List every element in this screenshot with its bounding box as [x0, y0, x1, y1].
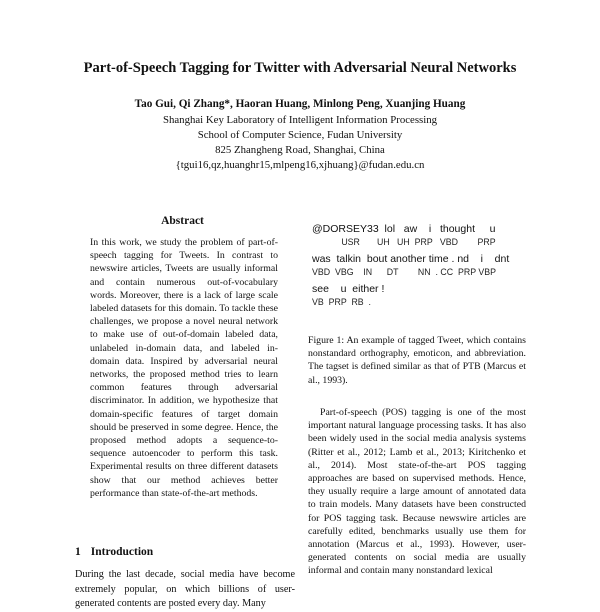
paper-title: Part-of-Speech Tagging for Twitter with Adversarial Neural Networks [83, 60, 517, 76]
paper-authors: Tao Gui, Qi Zhang*, Haoran Huang, Minlong Peng, Xuanjing Huang [134, 98, 466, 110]
right-column-text: Part-of-speech (POS) tagging is one of the most important natural language processing tasks. It has also been widely used in the social media analysis systems (Ritter et al., 2012; Lamb et al., 2013; Kiritchenko et al., 2014). Most state-of-the-art POS tagging approaches are based on supervised methods. Hence, they usually require a large amount of annotated data to train models. Many datasets have been constructed for POS tagging task. Because newswire articles are carefully edited, benchmarks usually use them for annotation (Marcus et al., 1993). However, user-generated contents on social media are usually informal and contain many nonstandard lexical [308, 407, 526, 577]
affiliation-address: 825 Zhangheng Road, Shanghai, China [215, 144, 385, 156]
abstract-heading: Abstract [161, 215, 204, 227]
section-heading-introduction [75, 546, 163, 558]
tweet-tags-line-2: VBD VBG IN DT NN . CC PRP VBP [312, 267, 496, 277]
tweet-words-line-1: @DORSEY33 lol aw i thought u [312, 223, 496, 235]
tweet-tags-line-1: USR UH UH PRP VBD PRP [312, 237, 496, 247]
affiliation-emails: {tgui16,qz,huanghr15,mlpeng16,xjhuang}@fudan.edu.cn [175, 159, 425, 171]
section-title: Introduction [90, 546, 154, 558]
figure-caption: Figure 1: An example of tagged Tweet, which contains nonstandard orthography, emoticon, and abbreviation. The tagset is defined similar as that of PTB (Marcus et al., 1993). [308, 335, 526, 386]
section-number: 1 [75, 546, 81, 558]
tweet-words-line-3: see u either ! [312, 283, 385, 295]
tweet-words-line-2: was talkin bout another time . nd i dnt [312, 253, 510, 265]
affiliation-lab: Shanghai Key Laboratory of Intelligent Information Processing [162, 114, 438, 126]
affiliation-school: School of Computer Science, Fudan University [197, 129, 403, 141]
tweet-tags-line-3: VB PRP RB . [312, 297, 371, 307]
introduction-text: During the last decade, social media have become extremely popular, on which billions of user-generated contents are posted every day. Many [75, 569, 295, 609]
abstract-text: In this work, we study the problem of part-of-speech tagging for Tweets. In contrast to newswire articles, Tweets are usually informal and contain numerous out-of-vocabulary words. Moreover, there is a lack of large scale labeled datasets for this domain. To tackle these challenges, we propose a novel neural network to make use of out-of-domain labeled data, unlabeled in-domain data, and labeled in-domain data. Inspired by adversarial neural networks, the proposed method tries to learn common features through adversarial discriminator. In addition, we hypothesize that domain-specific features of target domain should be preserved in some degree. Hence, the proposed method adopts a sequence-to-sequence autoencoder to perform this task. Experimental results on three different datasets show that our method achieves better performance than state-of-the-art methods. [90, 237, 278, 499]
